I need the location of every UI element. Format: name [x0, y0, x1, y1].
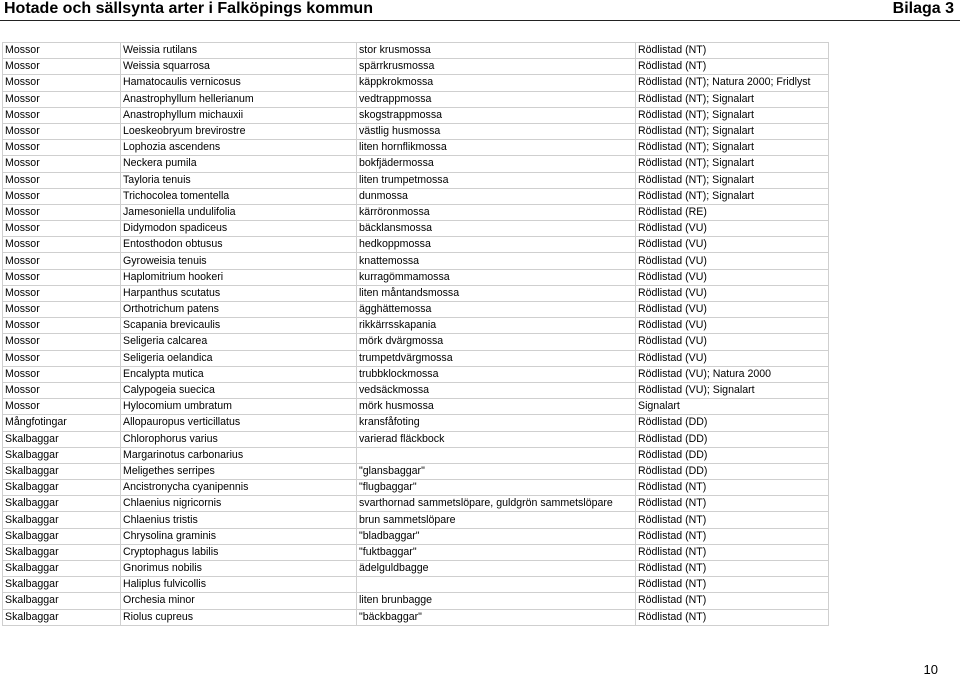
- species-group-cell: Mossor: [3, 302, 121, 318]
- latin-name-cell: Margarinotus carbonarius: [121, 447, 357, 463]
- swedish-name-cell: mörk husmossa: [357, 399, 636, 415]
- swedish-name-cell: vedtrappmossa: [357, 91, 636, 107]
- species-group-cell: Skalbaggar: [3, 512, 121, 528]
- swedish-name-cell: stor krusmossa: [357, 43, 636, 59]
- species-group-cell: Mossor: [3, 318, 121, 334]
- species-group-cell: Mossor: [3, 399, 121, 415]
- table-row: [3, 512, 829, 528]
- latin-name-cell: Chlaenius nigricornis: [121, 496, 357, 512]
- latin-name-cell: Orchesia minor: [121, 593, 357, 609]
- swedish-name-cell: knattemossa: [357, 253, 636, 269]
- species-group-cell: Mossor: [3, 382, 121, 398]
- species-group-cell: Skalbaggar: [3, 463, 121, 479]
- species-group-cell: Skalbaggar: [3, 431, 121, 447]
- status-cell: Rödlistad (NT): [636, 544, 829, 560]
- swedish-name-cell: brun sammetslöpare: [357, 512, 636, 528]
- swedish-name-cell: dunmossa: [357, 188, 636, 204]
- swedish-name-cell: varierad fläckbock: [357, 431, 636, 447]
- latin-name-cell: Hamatocaulis vernicosus: [121, 75, 357, 91]
- latin-name-cell: Trichocolea tomentella: [121, 188, 357, 204]
- species-group-cell: Skalbaggar: [3, 609, 121, 625]
- table-row: [3, 366, 829, 382]
- swedish-name-cell: [357, 447, 636, 463]
- status-cell: Rödlistad (VU): [636, 269, 829, 285]
- species-group-cell: Skalbaggar: [3, 561, 121, 577]
- status-cell: Rödlistad (NT): [636, 496, 829, 512]
- swedish-name-cell: skogstrappmossa: [357, 107, 636, 123]
- table-row: [3, 123, 829, 139]
- species-group-cell: Skalbaggar: [3, 528, 121, 544]
- table-row: [3, 285, 829, 301]
- latin-name-cell: Encalypta mutica: [121, 366, 357, 382]
- table-row: [3, 318, 829, 334]
- swedish-name-cell: liten trumpetmossa: [357, 172, 636, 188]
- table-row: [3, 447, 829, 463]
- swedish-name-cell: liten brunbagge: [357, 593, 636, 609]
- table-row: [3, 431, 829, 447]
- status-cell: Rödlistad (DD): [636, 463, 829, 479]
- latin-name-cell: Haplomitrium hookeri: [121, 269, 357, 285]
- swedish-name-cell: kurragömmamossa: [357, 269, 636, 285]
- table-row: [3, 253, 829, 269]
- latin-name-cell: Allopauropus verticillatus: [121, 415, 357, 431]
- species-group-cell: Mossor: [3, 59, 121, 75]
- species-group-cell: Mossor: [3, 366, 121, 382]
- status-cell: Rödlistad (VU): [636, 253, 829, 269]
- swedish-name-cell: "bladbaggar": [357, 528, 636, 544]
- swedish-name-cell: liten måntandsmossa: [357, 285, 636, 301]
- table-row: [3, 350, 829, 366]
- species-group-cell: Mossor: [3, 237, 121, 253]
- latin-name-cell: Anastrophyllum michauxii: [121, 107, 357, 123]
- species-group-cell: Mossor: [3, 172, 121, 188]
- status-cell: Rödlistad (NT): [636, 512, 829, 528]
- table-row: [3, 269, 829, 285]
- status-cell: Rödlistad (DD): [636, 431, 829, 447]
- swedish-name-cell: "bäckbaggar": [357, 609, 636, 625]
- table-row: [3, 334, 829, 350]
- status-cell: Rödlistad (NT); Signalart: [636, 140, 829, 156]
- latin-name-cell: Gnorimus nobilis: [121, 561, 357, 577]
- latin-name-cell: Tayloria tenuis: [121, 172, 357, 188]
- table-row: [3, 237, 829, 253]
- swedish-name-cell: rikkärrsskapania: [357, 318, 636, 334]
- status-cell: Rödlistad (VU): [636, 285, 829, 301]
- species-group-cell: Mossor: [3, 43, 121, 59]
- species-group-cell: Mossor: [3, 91, 121, 107]
- latin-name-cell: Chlorophorus varius: [121, 431, 357, 447]
- species-group-cell: Mossor: [3, 269, 121, 285]
- table-row: [3, 577, 829, 593]
- status-cell: Rödlistad (NT): [636, 561, 829, 577]
- status-cell: Rödlistad (NT); Signalart: [636, 188, 829, 204]
- status-cell: Rödlistad (DD): [636, 415, 829, 431]
- status-cell: Rödlistad (NT); Signalart: [636, 123, 829, 139]
- swedish-name-cell: svarthornad sammetslöpare, guldgrön sammetslöpare: [357, 496, 636, 512]
- swedish-name-cell: kransfåfoting: [357, 415, 636, 431]
- swedish-name-cell: bokfjädermossa: [357, 156, 636, 172]
- status-cell: Rödlistad (NT): [636, 59, 829, 75]
- table-row: [3, 43, 829, 59]
- table-row: [3, 59, 829, 75]
- status-cell: Rödlistad (VU): [636, 302, 829, 318]
- latin-name-cell: Weissia rutilans: [121, 43, 357, 59]
- table-row: [3, 561, 829, 577]
- swedish-name-cell: "glansbaggar": [357, 463, 636, 479]
- status-cell: Rödlistad (RE): [636, 204, 829, 220]
- latin-name-cell: Neckera pumila: [121, 156, 357, 172]
- table-row: [3, 496, 829, 512]
- status-cell: Rödlistad (NT): [636, 593, 829, 609]
- species-group-cell: Mossor: [3, 334, 121, 350]
- table-row: [3, 91, 829, 107]
- status-cell: Signalart: [636, 399, 829, 415]
- species-group-cell: Mossor: [3, 140, 121, 156]
- species-table: [2, 42, 829, 626]
- latin-name-cell: Orthotrichum patens: [121, 302, 357, 318]
- species-group-cell: Mossor: [3, 156, 121, 172]
- latin-name-cell: Seligeria calcarea: [121, 334, 357, 350]
- swedish-name-cell: käppkrokmossa: [357, 75, 636, 91]
- species-group-cell: Skalbaggar: [3, 496, 121, 512]
- page-title: Hotade och sällsynta arter i Falköpings kommun: [4, 0, 373, 17]
- table-row: [3, 399, 829, 415]
- latin-name-cell: Scapania brevicaulis: [121, 318, 357, 334]
- table-row: [3, 107, 829, 123]
- swedish-name-cell: mörk dvärgmossa: [357, 334, 636, 350]
- swedish-name-cell: [357, 577, 636, 593]
- latin-name-cell: Hylocomium umbratum: [121, 399, 357, 415]
- swedish-name-cell: bäcklansmossa: [357, 221, 636, 237]
- species-group-cell: Skalbaggar: [3, 593, 121, 609]
- status-cell: Rödlistad (VU); Natura 2000: [636, 366, 829, 382]
- status-cell: Rödlistad (NT): [636, 43, 829, 59]
- table-row: [3, 463, 829, 479]
- table-row: [3, 528, 829, 544]
- status-cell: Rödlistad (NT): [636, 528, 829, 544]
- species-group-cell: Skalbaggar: [3, 447, 121, 463]
- status-cell: Rödlistad (VU): [636, 318, 829, 334]
- latin-name-cell: Gyroweisia tenuis: [121, 253, 357, 269]
- status-cell: Rödlistad (VU); Signalart: [636, 382, 829, 398]
- status-cell: Rödlistad (NT): [636, 609, 829, 625]
- species-table-body: [3, 43, 829, 626]
- status-cell: Rödlistad (VU): [636, 334, 829, 350]
- status-cell: Rödlistad (NT): [636, 577, 829, 593]
- swedish-name-cell: västlig husmossa: [357, 123, 636, 139]
- table-row: [3, 156, 829, 172]
- table-row: [3, 593, 829, 609]
- species-group-cell: Skalbaggar: [3, 577, 121, 593]
- latin-name-cell: Cryptophagus labilis: [121, 544, 357, 560]
- table-row: [3, 382, 829, 398]
- table-row: [3, 609, 829, 625]
- species-group-cell: Mossor: [3, 350, 121, 366]
- page-header: [0, 0, 960, 18]
- species-group-cell: Mossor: [3, 253, 121, 269]
- latin-name-cell: Didymodon spadiceus: [121, 221, 357, 237]
- latin-name-cell: Chrysolina graminis: [121, 528, 357, 544]
- swedish-name-cell: kärröronmossa: [357, 204, 636, 220]
- swedish-name-cell: ägghättemossa: [357, 302, 636, 318]
- status-cell: Rödlistad (VU): [636, 237, 829, 253]
- status-cell: Rödlistad (VU): [636, 221, 829, 237]
- status-cell: Rödlistad (VU): [636, 350, 829, 366]
- appendix-label: Bilaga 3: [892, 0, 954, 17]
- latin-name-cell: Loeskeobryum brevirostre: [121, 123, 357, 139]
- swedish-name-cell: hedkoppmossa: [357, 237, 636, 253]
- species-group-cell: Mossor: [3, 107, 121, 123]
- latin-name-cell: Anastrophyllum hellerianum: [121, 91, 357, 107]
- latin-name-cell: Chlaenius tristis: [121, 512, 357, 528]
- status-cell: Rödlistad (NT); Signalart: [636, 91, 829, 107]
- swedish-name-cell: ädelguldbagge: [357, 561, 636, 577]
- table-row: [3, 204, 829, 220]
- status-cell: Rödlistad (NT); Signalart: [636, 107, 829, 123]
- latin-name-cell: Lophozia ascendens: [121, 140, 357, 156]
- latin-name-cell: Riolus cupreus: [121, 609, 357, 625]
- table-row: [3, 188, 829, 204]
- status-cell: Rödlistad (NT); Natura 2000; Fridlyst: [636, 75, 829, 91]
- species-group-cell: Mossor: [3, 204, 121, 220]
- status-cell: Rödlistad (NT); Signalart: [636, 156, 829, 172]
- table-row: [3, 140, 829, 156]
- swedish-name-cell: "fuktbaggar": [357, 544, 636, 560]
- status-cell: Rödlistad (NT); Signalart: [636, 172, 829, 188]
- species-group-cell: Skalbaggar: [3, 544, 121, 560]
- table-row: [3, 544, 829, 560]
- swedish-name-cell: liten hornflikmossa: [357, 140, 636, 156]
- swedish-name-cell: spärrkrusmossa: [357, 59, 636, 75]
- species-group-cell: Mossor: [3, 123, 121, 139]
- species-group-cell: Mossor: [3, 75, 121, 91]
- table-row: [3, 75, 829, 91]
- swedish-name-cell: vedsäckmossa: [357, 382, 636, 398]
- status-cell: Rödlistad (DD): [636, 447, 829, 463]
- page-number: 10: [923, 662, 938, 677]
- swedish-name-cell: "flugbaggar": [357, 480, 636, 496]
- species-group-cell: Mångfotingar: [3, 415, 121, 431]
- species-group-cell: Mossor: [3, 285, 121, 301]
- species-group-cell: Skalbaggar: [3, 480, 121, 496]
- latin-name-cell: Weissia squarrosa: [121, 59, 357, 75]
- latin-name-cell: Harpanthus scutatus: [121, 285, 357, 301]
- status-cell: Rödlistad (NT): [636, 480, 829, 496]
- latin-name-cell: Jamesoniella undulifolia: [121, 204, 357, 220]
- species-group-cell: Mossor: [3, 188, 121, 204]
- species-group-cell: Mossor: [3, 221, 121, 237]
- latin-name-cell: Seligeria oelandica: [121, 350, 357, 366]
- table-row: [3, 172, 829, 188]
- latin-name-cell: Entosthodon obtusus: [121, 237, 357, 253]
- latin-name-cell: Calypogeia suecica: [121, 382, 357, 398]
- latin-name-cell: Haliplus fulvicollis: [121, 577, 357, 593]
- table-row: [3, 302, 829, 318]
- table-row: [3, 480, 829, 496]
- latin-name-cell: Ancistronycha cyanipennis: [121, 480, 357, 496]
- swedish-name-cell: trubbklockmossa: [357, 366, 636, 382]
- table-row: [3, 415, 829, 431]
- swedish-name-cell: trumpetdvärgmossa: [357, 350, 636, 366]
- latin-name-cell: Meligethes serripes: [121, 463, 357, 479]
- header-divider: [0, 20, 960, 21]
- table-row: [3, 221, 829, 237]
